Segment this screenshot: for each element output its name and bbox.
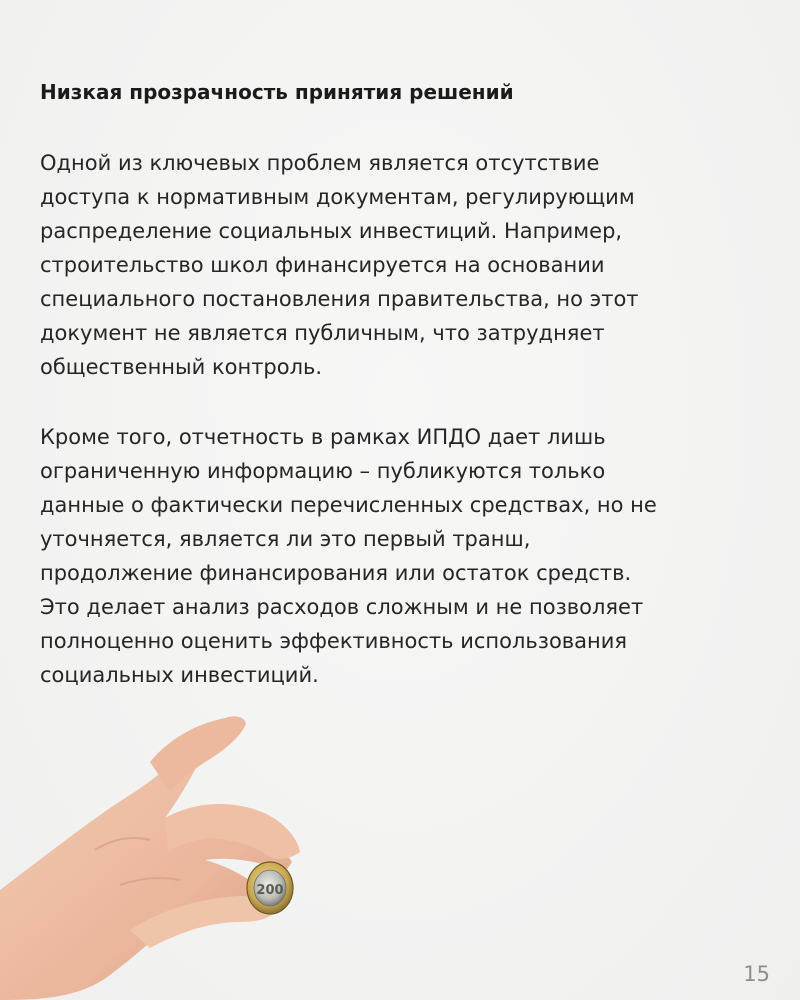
paragraph-1 <box>40 146 780 384</box>
paragraph-1-line: Одной из ключевых проблем является отсутствие <box>40 151 600 175</box>
paragraph-1-line: документ не является публичным, что затрудняет <box>40 321 605 345</box>
coin-icon <box>247 862 293 914</box>
section-heading: Низкая прозрачность принятия решений <box>40 80 514 104</box>
paragraph-2-line: Это делает анализ расходов сложным и не позволяет <box>40 595 644 619</box>
paragraph-1-line: общественный контроль. <box>40 355 323 379</box>
paragraph-1-line: распределение социальных инвестиций. Например, <box>40 219 623 243</box>
paragraph-2-line: социальных инвестиций. <box>40 663 319 687</box>
paragraph-2-line: продолжение финансирования или остаток средств. <box>40 561 632 585</box>
paragraph-1-line: строительство школ финансируется на основании <box>40 253 605 277</box>
paragraph-1-line: доступа к нормативным документам, регулирующим <box>40 185 635 209</box>
paragraph-1-line: специального постановления правительства, но этот <box>40 287 639 311</box>
paragraph-2-line: данные о фактически перечисленных средствах, но не <box>40 493 657 517</box>
hand-palm-shape <box>0 752 292 1000</box>
middle-finger-shape <box>150 716 246 792</box>
paragraph-2 <box>40 420 780 692</box>
coin-value-text: 200 <box>256 883 284 898</box>
paragraph-2-line: Кроме того, отчетность в рамках ИПДО дает лишь <box>40 425 606 449</box>
page-number: 15 <box>743 962 770 986</box>
hand-holding-coin-illustration <box>0 700 320 1000</box>
paragraph-2-line: полноценно оценить эффективность использования <box>40 629 628 653</box>
paragraph-2-line: ограниченную информацию – публикуются только <box>40 459 606 483</box>
paragraph-2-line: уточняется, является ли это первый транш, <box>40 527 531 551</box>
